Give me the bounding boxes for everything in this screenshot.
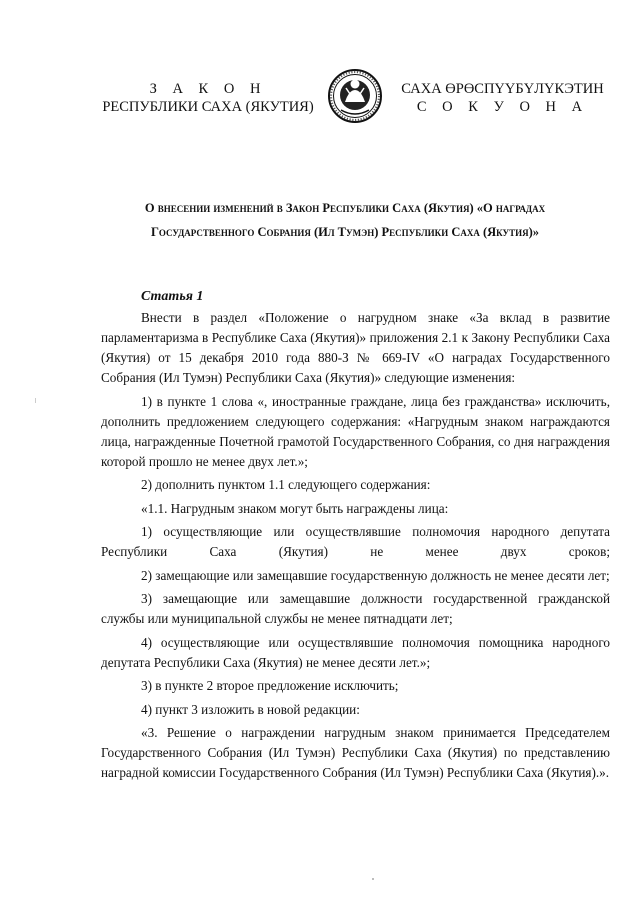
paragraph-sub-3: 3) замещающие или замещавшие должности государственной гражданской службы или муниципальной службы не менее пятнадцати лет; [101,591,610,626]
law-label-sakha: С О К У О Н А [416,99,589,115]
paragraph-sub-1: 1) осуществляющие или осуществлявшие полномочия народного депутата Республики Саха (Якутия) не менее двух сроков; [101,524,610,559]
header-right [395,80,610,116]
paragraph-clause-1-1: «1.1. Нагрудным знаком могут быть награждены лица: [141,500,449,516]
paragraph-sub-2: 2) замещающие или замещавшие государственную должность не менее десяти лет; [141,567,610,583]
title-line-1: О внесении изменений в Закон Республики Саха (Якутия) «О наградах [144,201,546,215]
law-label: З А К О Н [149,81,267,97]
title-line-2: Государственного Собрания (Ил Тумэн) Республики Саха (Якутия)» [150,225,540,239]
header-left [88,80,328,116]
scan-edge-mark [35,398,36,403]
document-title [100,196,590,244]
paragraph-item-2: 2) дополнить пунктом 1.1 следующего содержания: [141,477,431,492]
paragraph-item-1: 1) в пункте 1 слова «, иностранные граждане, лица без гражданства» исключить, дополнить предложением следующего содержания: «Нагрудным знаком награждаются лица, награжденные Почетной грамотой Государственного Собрания, со дня награждения которой прошло не менее двух лет.»; [101,393,610,469]
paragraph-clause-3: «3. Решение о награждении нагрудным знаком принимается Председателем Государственного Собрания (Ил Тумэн) Республики Саха (Якутия) по представлению наградной комиссии Государственного Собрания (Ил Тумэн) Республики Саха (Якутия).». [101,725,610,780]
coat-of-arms-emblem-icon [327,68,383,124]
republic-name: РЕСПУБЛИКИ САХА (ЯКУТИЯ) [102,99,314,115]
paragraph-intro: Внести в раздел «Положение о нагрудном знаке «За вклад в развитие парламентаризма в Республике Саха (Якутия)» приложения 2.1 к Закону Республики Саха (Якутия) от 15 декабря 2010 года 880-З № 669-IV «О наградах Государственного Собрания (Ил Тумэн) Республики Саха (Якутия)» следующие изменения: [101,310,610,385]
paragraph-item-3: 3) в пункте 2 второе предложение исключить; [141,678,399,693]
paragraph-sub-4: 4) осуществляющие или осуществлявшие полномочия помощника народного депутата Республики Саха (Якутия) не менее десяти лет.»; [101,634,610,670]
paragraph-item-4: 4) пункт 3 изложить в новой редакции: [141,701,360,717]
republic-name-sakha: САХА ӨРӨСПҮҮБҮЛҮКЭТИН [401,81,604,97]
scan-speck [372,878,374,880]
article-body [101,308,610,787]
article-heading: Статья 1 [141,289,204,304]
